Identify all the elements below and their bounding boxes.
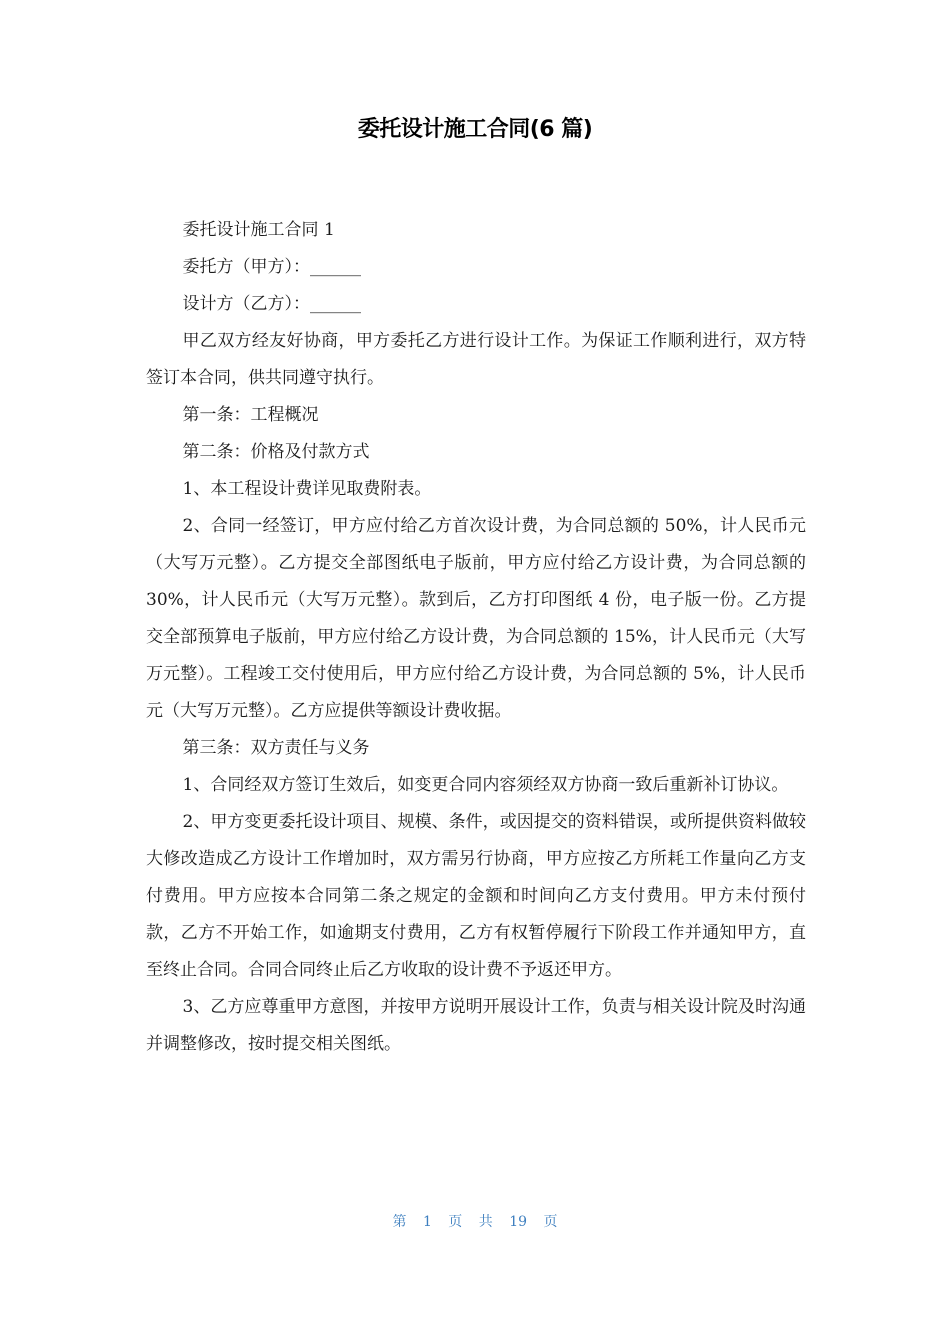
article-3-clause-3: 3、乙方应尊重甲方意图，并按甲方说明开展设计工作，负责与相关设计院及时沟通并调整修改，按时提交相关图纸。	[146, 997, 806, 1054]
article-3-clause-1: 1、合同经双方签订生效后，如变更合同内容须经双方协商一致后重新补订协议。	[182, 775, 789, 795]
article-3-clause-2: 2、甲方变更委托设计项目、规模、条件，或因提交的资料错误，或所提供资料做较大修改造成乙方设计工作增加时，双方需另行协商，甲方应按乙方所耗工作量向乙方支付费用。甲方应按本合同第二条之规定的金额和时间向乙方支付费用。甲方未付预付款，乙方不开始工作，如逾期支付费用，乙方有权暂停履行下阶段工作并通知甲方，直至终止合同。合同合同终止后乙方收取的设计费不予返还甲方。	[146, 812, 806, 980]
party-b-line: 设计方（乙方）：______	[182, 294, 362, 314]
article-2-clause-1: 1、本工程设计费详见取费附表。	[182, 479, 432, 499]
document-title: 委托设计施工合同(6 篇)	[357, 117, 593, 142]
article-2-clause-2: 2、合同一经签订，甲方应付给乙方首次设计费，为合同总额的 50%，计人民币元（大写万元整）。乙方提交全部图纸电子版前，甲方应付给乙方设计费，为合同总额的 30%，计人民币元（大写万元整）。款到后，乙方打印图纸 4 份，电子版一份。乙方提交全部预算电子版前，甲方应付给乙方设计费，为合同总额的 15%，计人民币元（大写万元整）。工程竣工交付使用后，甲方应付给乙方设计费，为合同总额的 5%，计人民币元（大写万元整）。乙方应提供等额设计费收据。	[146, 516, 806, 721]
article-3-heading: 第三条：双方责任与义务	[182, 738, 370, 758]
preamble-paragraph: 甲乙双方经友好协商，甲方委托乙方进行设计工作。为保证工作顺利进行，双方特签订本合同，供共同遵守执行。	[146, 331, 806, 388]
page-number-footer: 第 1 页 共 19 页	[392, 1214, 558, 1230]
document-body	[146, 212, 806, 1063]
article-2-heading: 第二条：价格及付款方式	[182, 442, 370, 462]
article-1-heading: 第一条：工程概况	[182, 405, 319, 425]
contract-heading: 委托设计施工合同 1	[182, 220, 335, 240]
party-a-line: 委托方（甲方）：______	[182, 257, 362, 277]
